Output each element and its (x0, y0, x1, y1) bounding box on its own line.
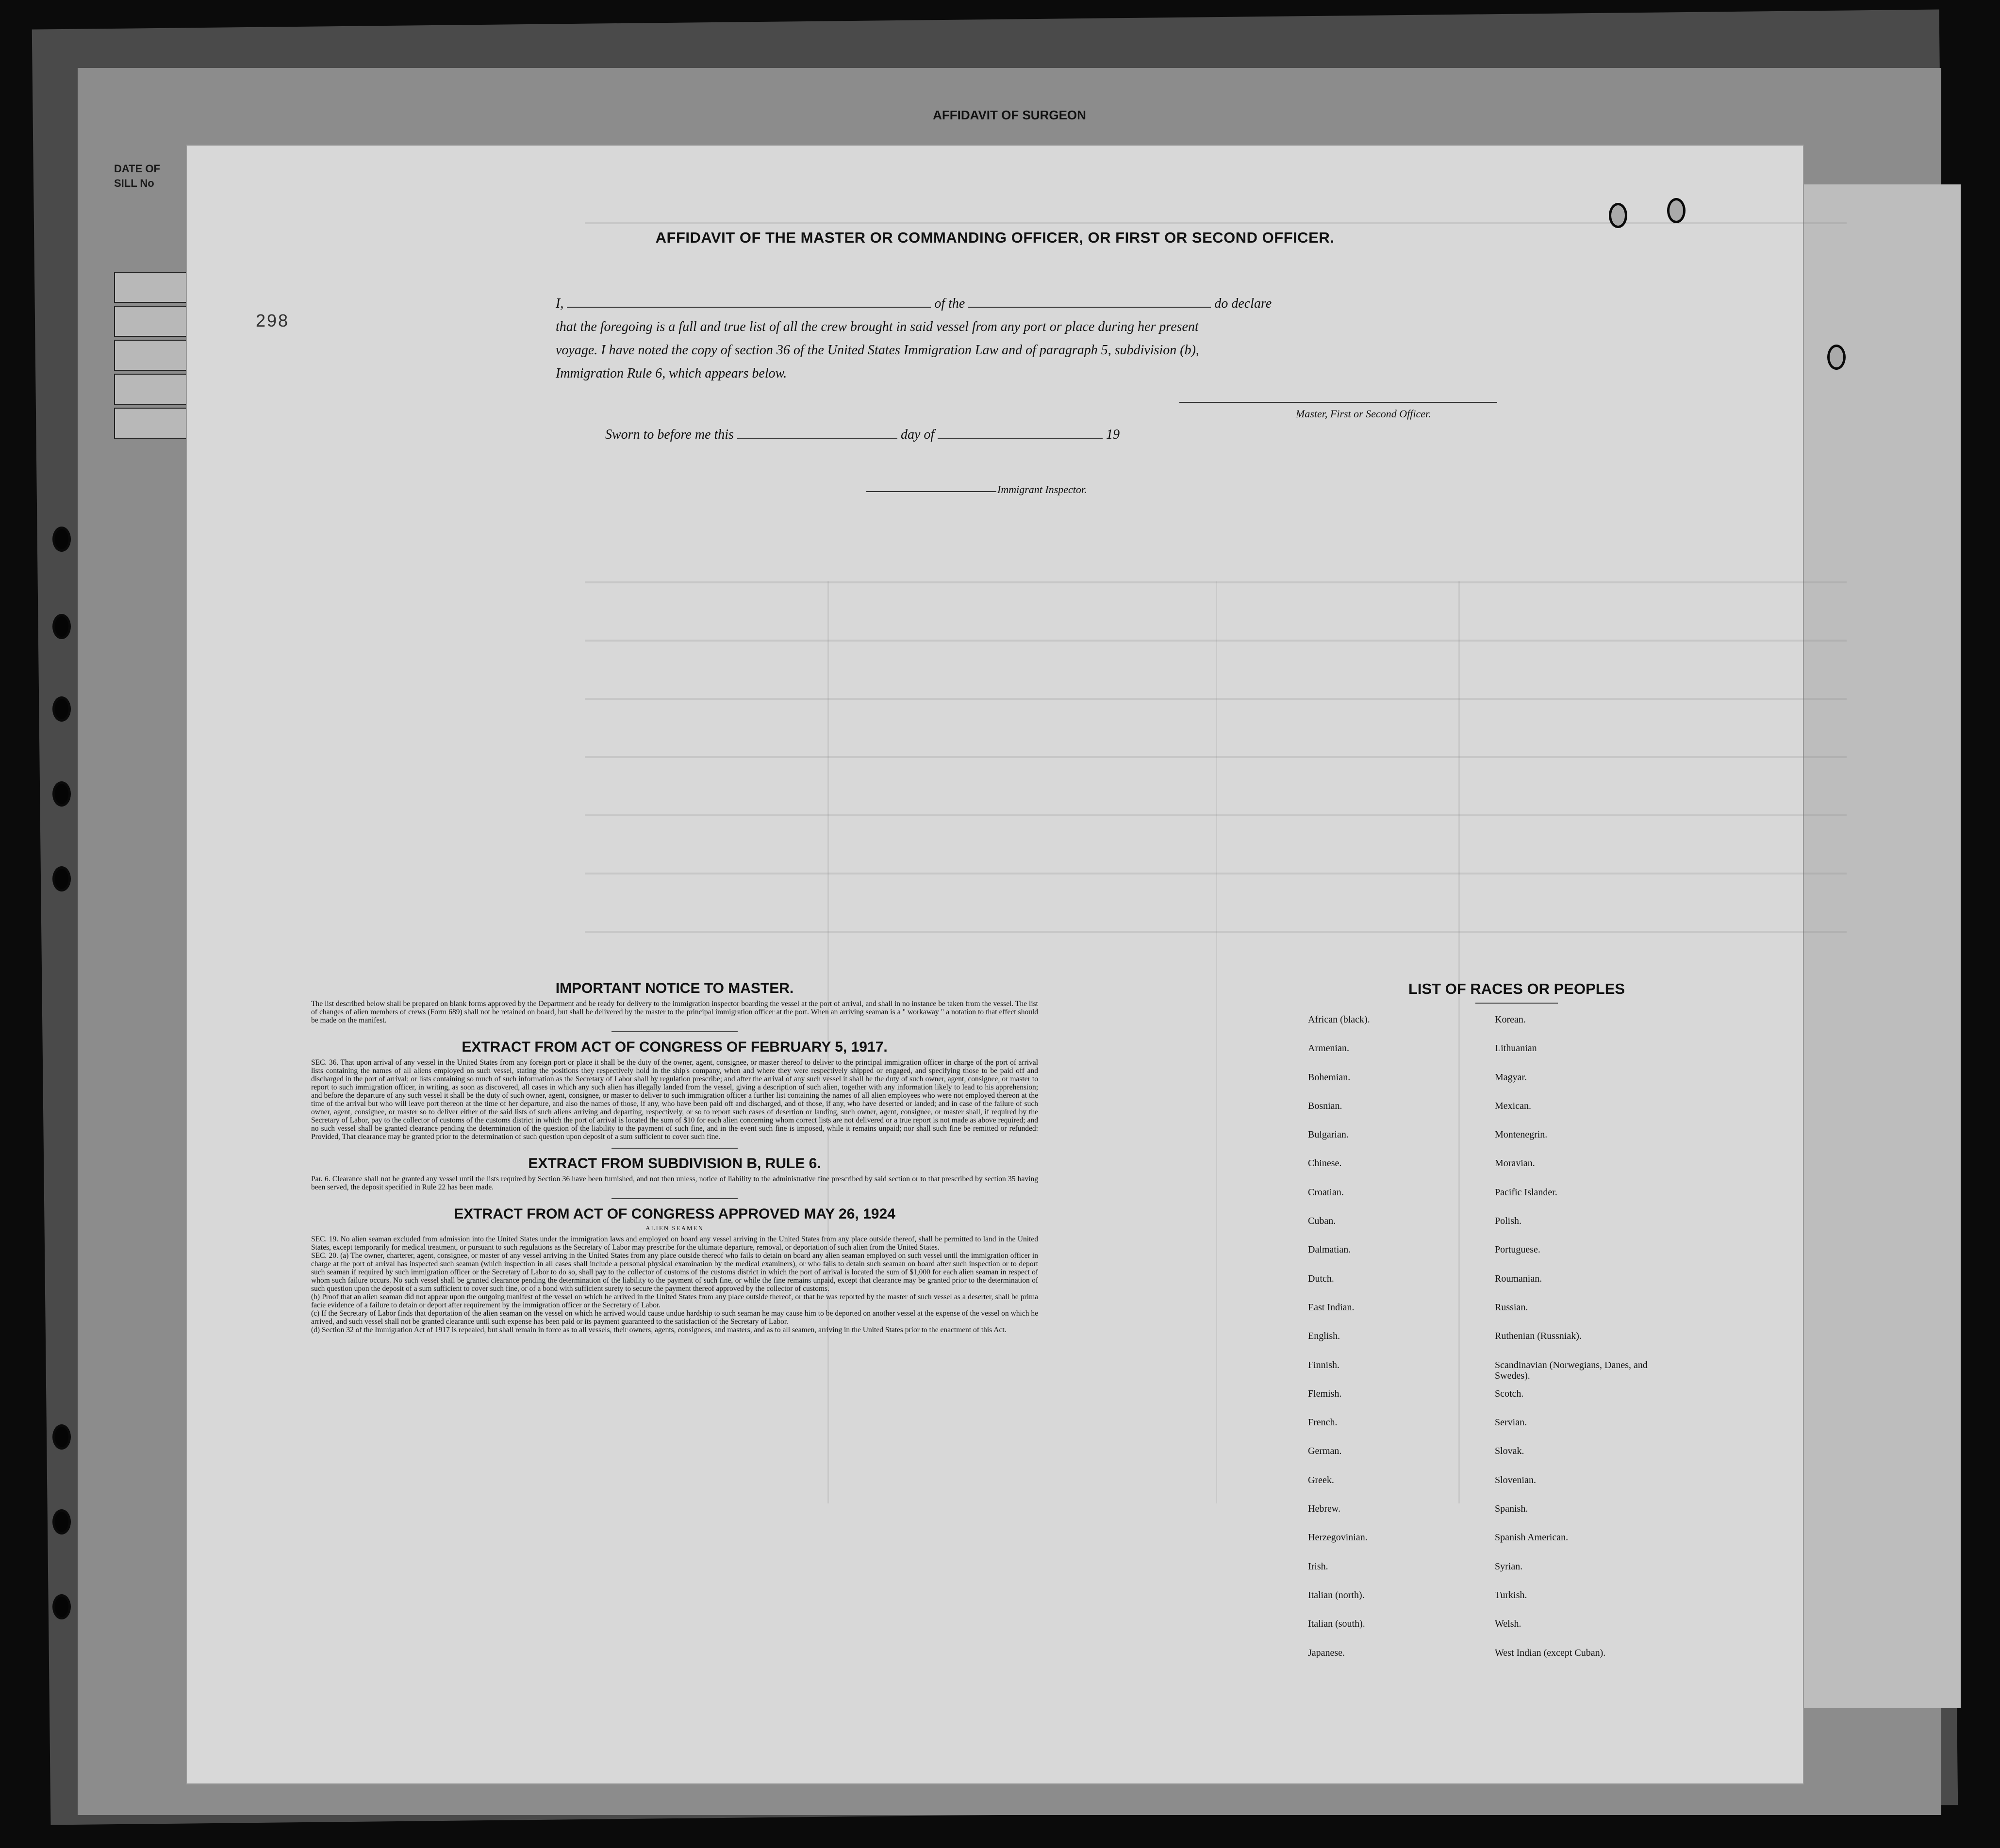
race-item: Japanese. (1308, 1647, 1345, 1658)
stub-line: SILL No (114, 177, 154, 189)
vessel-blank[interactable] (968, 296, 1211, 308)
side-tab (114, 340, 189, 371)
race-item: Portuguese. (1495, 1244, 1540, 1255)
races-list (1308, 980, 1725, 1658)
extract-1924-paragraph: (c) If the Secretary of Labor finds that deportation of the alien seaman on the vessel on which he arrived would cause undue hardship to such seaman he may cause him to be deported on another vessel at the expense of the vessel on which he arrived, and such vessel shall not be granted clearance until such expense has been paid or its payment guaranteed to the satisfaction of the Secretary of Labor. (311, 1309, 1038, 1326)
punch-hole (52, 1509, 71, 1534)
races-column-2 (1495, 1014, 1679, 1676)
race-item: Polish. (1495, 1216, 1522, 1227)
divider (612, 1031, 738, 1032)
race-item: German. (1308, 1446, 1342, 1457)
name-blank[interactable] (567, 296, 931, 308)
extract-1924-title: EXTRACT FROM ACT OF CONGRESS APPROVED MAY 26, 1924 (454, 1206, 895, 1222)
extract-rule6-text: Par. 6. Clearance shall not be granted any vessel until the lists required by Section 36 have been furnished, and not then unless, notice of liability to the administrative fine prescribed by said section or to that prescribed by section 35 having been served, the deposit specified in Rule 22 has been made. (311, 1175, 1038, 1191)
sworn-statement: Sworn to before me this day of 19 (605, 427, 1120, 442)
notice-master-title: IMPORTANT NOTICE TO MASTER. (555, 980, 794, 996)
race-item: Cuban. (1308, 1216, 1336, 1227)
notices-column (308, 980, 1041, 1334)
punch-hole (1667, 198, 1686, 223)
race-item: Finnish. (1308, 1359, 1340, 1370)
race-item: Spanish American. (1495, 1532, 1569, 1543)
race-item: Korean. (1495, 1014, 1526, 1025)
punch-hole (1609, 203, 1627, 228)
race-item: Scotch. (1495, 1388, 1524, 1399)
races-title: LIST OF RACES OR PEOPLES (1408, 980, 1625, 997)
punch-hole (52, 614, 71, 639)
race-item: Dalmatian. (1308, 1244, 1351, 1255)
race-item: African (black). (1308, 1014, 1370, 1025)
race-item: Mexican. (1495, 1100, 1531, 1111)
punch-hole (52, 696, 71, 722)
races-column-1 (1308, 1014, 1492, 1676)
race-item: Turkish. (1495, 1589, 1527, 1600)
race-item: French. (1308, 1417, 1338, 1428)
race-item: Bosnian. (1308, 1100, 1342, 1111)
race-item: Spanish. (1495, 1503, 1528, 1515)
race-item: Lithuanian (1495, 1043, 1537, 1054)
background-strip-title: AFFIDAVIT OF SURGEON (933, 108, 1086, 122)
extract-rule6-title: EXTRACT FROM SUBDIVISION B, RULE 6. (528, 1155, 821, 1172)
punch-hole (52, 527, 71, 552)
affidavit-line-4: Immigration Rule 6, which appears below. (556, 366, 787, 381)
race-item: Hebrew. (1308, 1503, 1341, 1515)
affidavit-page (187, 146, 1803, 1783)
race-item: Italian (south). (1308, 1618, 1365, 1630)
race-item: Magyar. (1495, 1072, 1527, 1083)
race-item: Syrian. (1495, 1561, 1523, 1572)
punch-hole (52, 1424, 71, 1450)
race-item: Italian (north). (1308, 1589, 1365, 1600)
divider (1475, 1003, 1558, 1004)
sworn-month-blank[interactable] (938, 427, 1103, 439)
race-item: Pacific Islander. (1495, 1187, 1557, 1198)
race-item: East Indian. (1308, 1302, 1355, 1313)
stub-line: DATE OF (114, 163, 160, 175)
race-item: Irish. (1308, 1561, 1328, 1572)
side-tab (114, 306, 189, 337)
punch-hole (1827, 345, 1846, 370)
sworn-day-blank[interactable] (737, 427, 897, 439)
race-item: Herzegovinian. (1308, 1532, 1368, 1543)
race-item: Roumanian. (1495, 1273, 1542, 1284)
side-tab (114, 272, 189, 303)
race-item: Armenian. (1308, 1043, 1349, 1054)
extract-1917-text: SEC. 36. That upon arrival of any vessel in the United States from any foreign port or place it shall be the duty of the owner, agent, consignee, or master thereof to deliver to the principal immigration officer in charge of the port of arrival lists containing the names of all aliens employed on such vessel, stating the positions they respectively hold in the ship's company, when and where they were respectively shipped or engaged, and specifying those to be paid off and discharged in the port of arrival; or lists containing so much of such information as the Secretary of Labor shall by regulation prescribe; and after the arrival of any such vessel it shall be the duty of such owner, agent, consignee, or master to report to such immigration officer, in writing, as soon as discovered, all cases in which any such alien has illegally landed from the vessel, giving a description of such alien, together with any information likely to lead to his apprehension; and before the departure of any such vessel it shall be the duty of such owner, agent, consignee, or master to deliver to such immigration officer a further list containing the names of all alien employees who were not employed thereon at the time of the arrival but who will leave port thereon at the time of her departure, and also the names of those, if any, who have been paid off and discharged, and of those, if any, who have deserted or landed; and in case of the failure of such owner, agent, consignee, or master so to deliver either of the said lists of such aliens arriving and departing, respectively, or so to report such cases of desertion or landing, such owner, agent, consignee, or master shall, if required by the Secretary of Labor, pay to the collector of customs of the customs district in which the port of arrival is located the sum of $10 for each alien concerning whom correct lists are not delivered or a true report is not made as above required; and no such vessel shall be granted clearance pending the determination of the question of the liability to the payment of such fine, and in the event such fine is imposed, while it remains unpaid; nor shall such fine be remitted or refunded: Provided, That clearance may be granted prior to the determination of such question upon deposit of a sum sufficient to cover such fine. (311, 1058, 1038, 1141)
extract-1924-paragraph: SEC. 19. No alien seaman excluded from admission into the United States under the immigration laws and employed on board any vessel arriving in the United States from any place outside thereof, shall be permitted to land in the United States, except temporarily for medical treatment, or pursuant to such regulations as the Secretary of Labor may prescribe for the ultimate departure, removal, or deportation of such alien from the United States. (311, 1235, 1038, 1252)
race-item: Dutch. (1308, 1273, 1334, 1284)
race-item: Bohemian. (1308, 1072, 1351, 1083)
race-item: Croatian. (1308, 1187, 1344, 1198)
punch-hole (52, 1594, 71, 1619)
punch-hole (52, 781, 71, 807)
race-item: Slovak. (1495, 1446, 1524, 1457)
race-item: West Indian (except Cuban). (1495, 1647, 1606, 1658)
race-item: Ruthenian (Russniak). (1495, 1331, 1582, 1342)
extract-1924-paragraph: (d) Section 32 of the Immigration Act of 1917 is repealed, but shall remain in force as to all vessels, their owners, agents, consignees, and masters, and as to all seamen, arriving in the United States prior to the enactment of this Act. (311, 1326, 1007, 1334)
race-item: English. (1308, 1331, 1340, 1342)
signature-line[interactable] (1179, 402, 1497, 403)
underlying-sheet-right (1796, 184, 1961, 1708)
extract-1924-paragraph: (b) Proof that an alien seaman did not appear upon the outgoing manifest of the vessel on which he arrived in the United States from any place outside thereof, or that he was reported by the master of such vessel as a deserter, shall be prima facie evidence of a failure to detain or deport after requirement by the immigration officer or the Secretary of Labor. (311, 1293, 1038, 1309)
race-item: Bulgarian. (1308, 1129, 1349, 1140)
race-item: Chinese. (1308, 1158, 1342, 1169)
page-number: 298 (256, 311, 290, 330)
race-item: Moravian. (1495, 1158, 1535, 1169)
extract-1924-subtitle: ALIEN SEAMEN (645, 1224, 704, 1232)
extract-1917-title: EXTRACT FROM ACT OF CONGRESS OF FEBRUARY 5, 1917. (462, 1039, 888, 1055)
race-item: Russian. (1495, 1302, 1528, 1313)
side-tab (114, 408, 189, 439)
side-tab (114, 374, 189, 405)
divider (612, 1148, 738, 1149)
affidavit-body (556, 292, 1526, 385)
notice-master-text: The list described below shall be prepared on blank forms approved by the Department and be ready for delivery to the immigration inspector boarding the vessel at the port of arrival, and shall in no instance be taken from the vessel. The list of changes of alien members of crews (Form 689) shall not be retained on board, but shall be delivered by the master to the principal immigration officer at the port. When an arriving seaman is a " workaway " a notation to that effect should be made on the manifest. (311, 1000, 1038, 1024)
affidavit-line-2: that the foregoing is a full and true list of all the crew brought in said vessel from any port or place during her present (556, 319, 1199, 334)
race-item: Servian. (1495, 1417, 1527, 1428)
inspector-caption: Immigrant Inspector. (997, 483, 1087, 495)
race-item: Flemish. (1308, 1388, 1342, 1399)
signature-caption: Master, First or Second Officer. (1296, 408, 1431, 420)
race-item: Montenegrin. (1495, 1129, 1548, 1140)
race-item: Welsh. (1495, 1618, 1521, 1630)
affidavit-title: AFFIDAVIT OF THE MASTER OR COMMANDING OFFICER, OR FIRST OR SECOND OFFICER. (655, 229, 1335, 246)
race-item: Scandinavian (Norwegians, Danes, and Swedes). (1495, 1359, 1648, 1381)
affidavit-line-3: voyage. I have noted the copy of section 36 of the United States Immigration Law and of paragraph 5, subdivision (b), (556, 343, 1199, 358)
punch-hole (52, 866, 71, 891)
inspector-signature-line[interactable] (866, 491, 996, 492)
race-item: Slovenian. (1495, 1474, 1536, 1485)
race-item: Greek. (1308, 1474, 1334, 1485)
affidavit-line-1: I, of the do declare (556, 296, 1272, 311)
extract-1924-paragraph: SEC. 20. (a) The owner, charterer, agent, consignee, or master of any vessel arriving in the United States from any place outside thereof who fails to detain on board any alien seaman employed on such vessel until the immigration officer in charge at the port of arrival has inspected such seaman (which inspection in all cases shall include a personal physical examination by the medical examiners), or who fails to detain such seaman on board after such inspection or to deport such seaman if required by such immigration officer or the Secretary of Labor to do so, shall pay to the collector of customs of the customs district in which the port of arrival is located the sum of $1,000 for each alien seaman in respect of whom such failure occurs. No such vessel shall be granted clearance pending the determination of the liability to the payment of such fine, or while the fine remains unpaid, except that clearance may be granted prior to the determination of such question upon the deposit of a sum sufficient to cover such fine, or of a bond with sufficient surety to secure the payment thereof approved by the collector of customs. (311, 1252, 1038, 1293)
divider (612, 1198, 738, 1199)
